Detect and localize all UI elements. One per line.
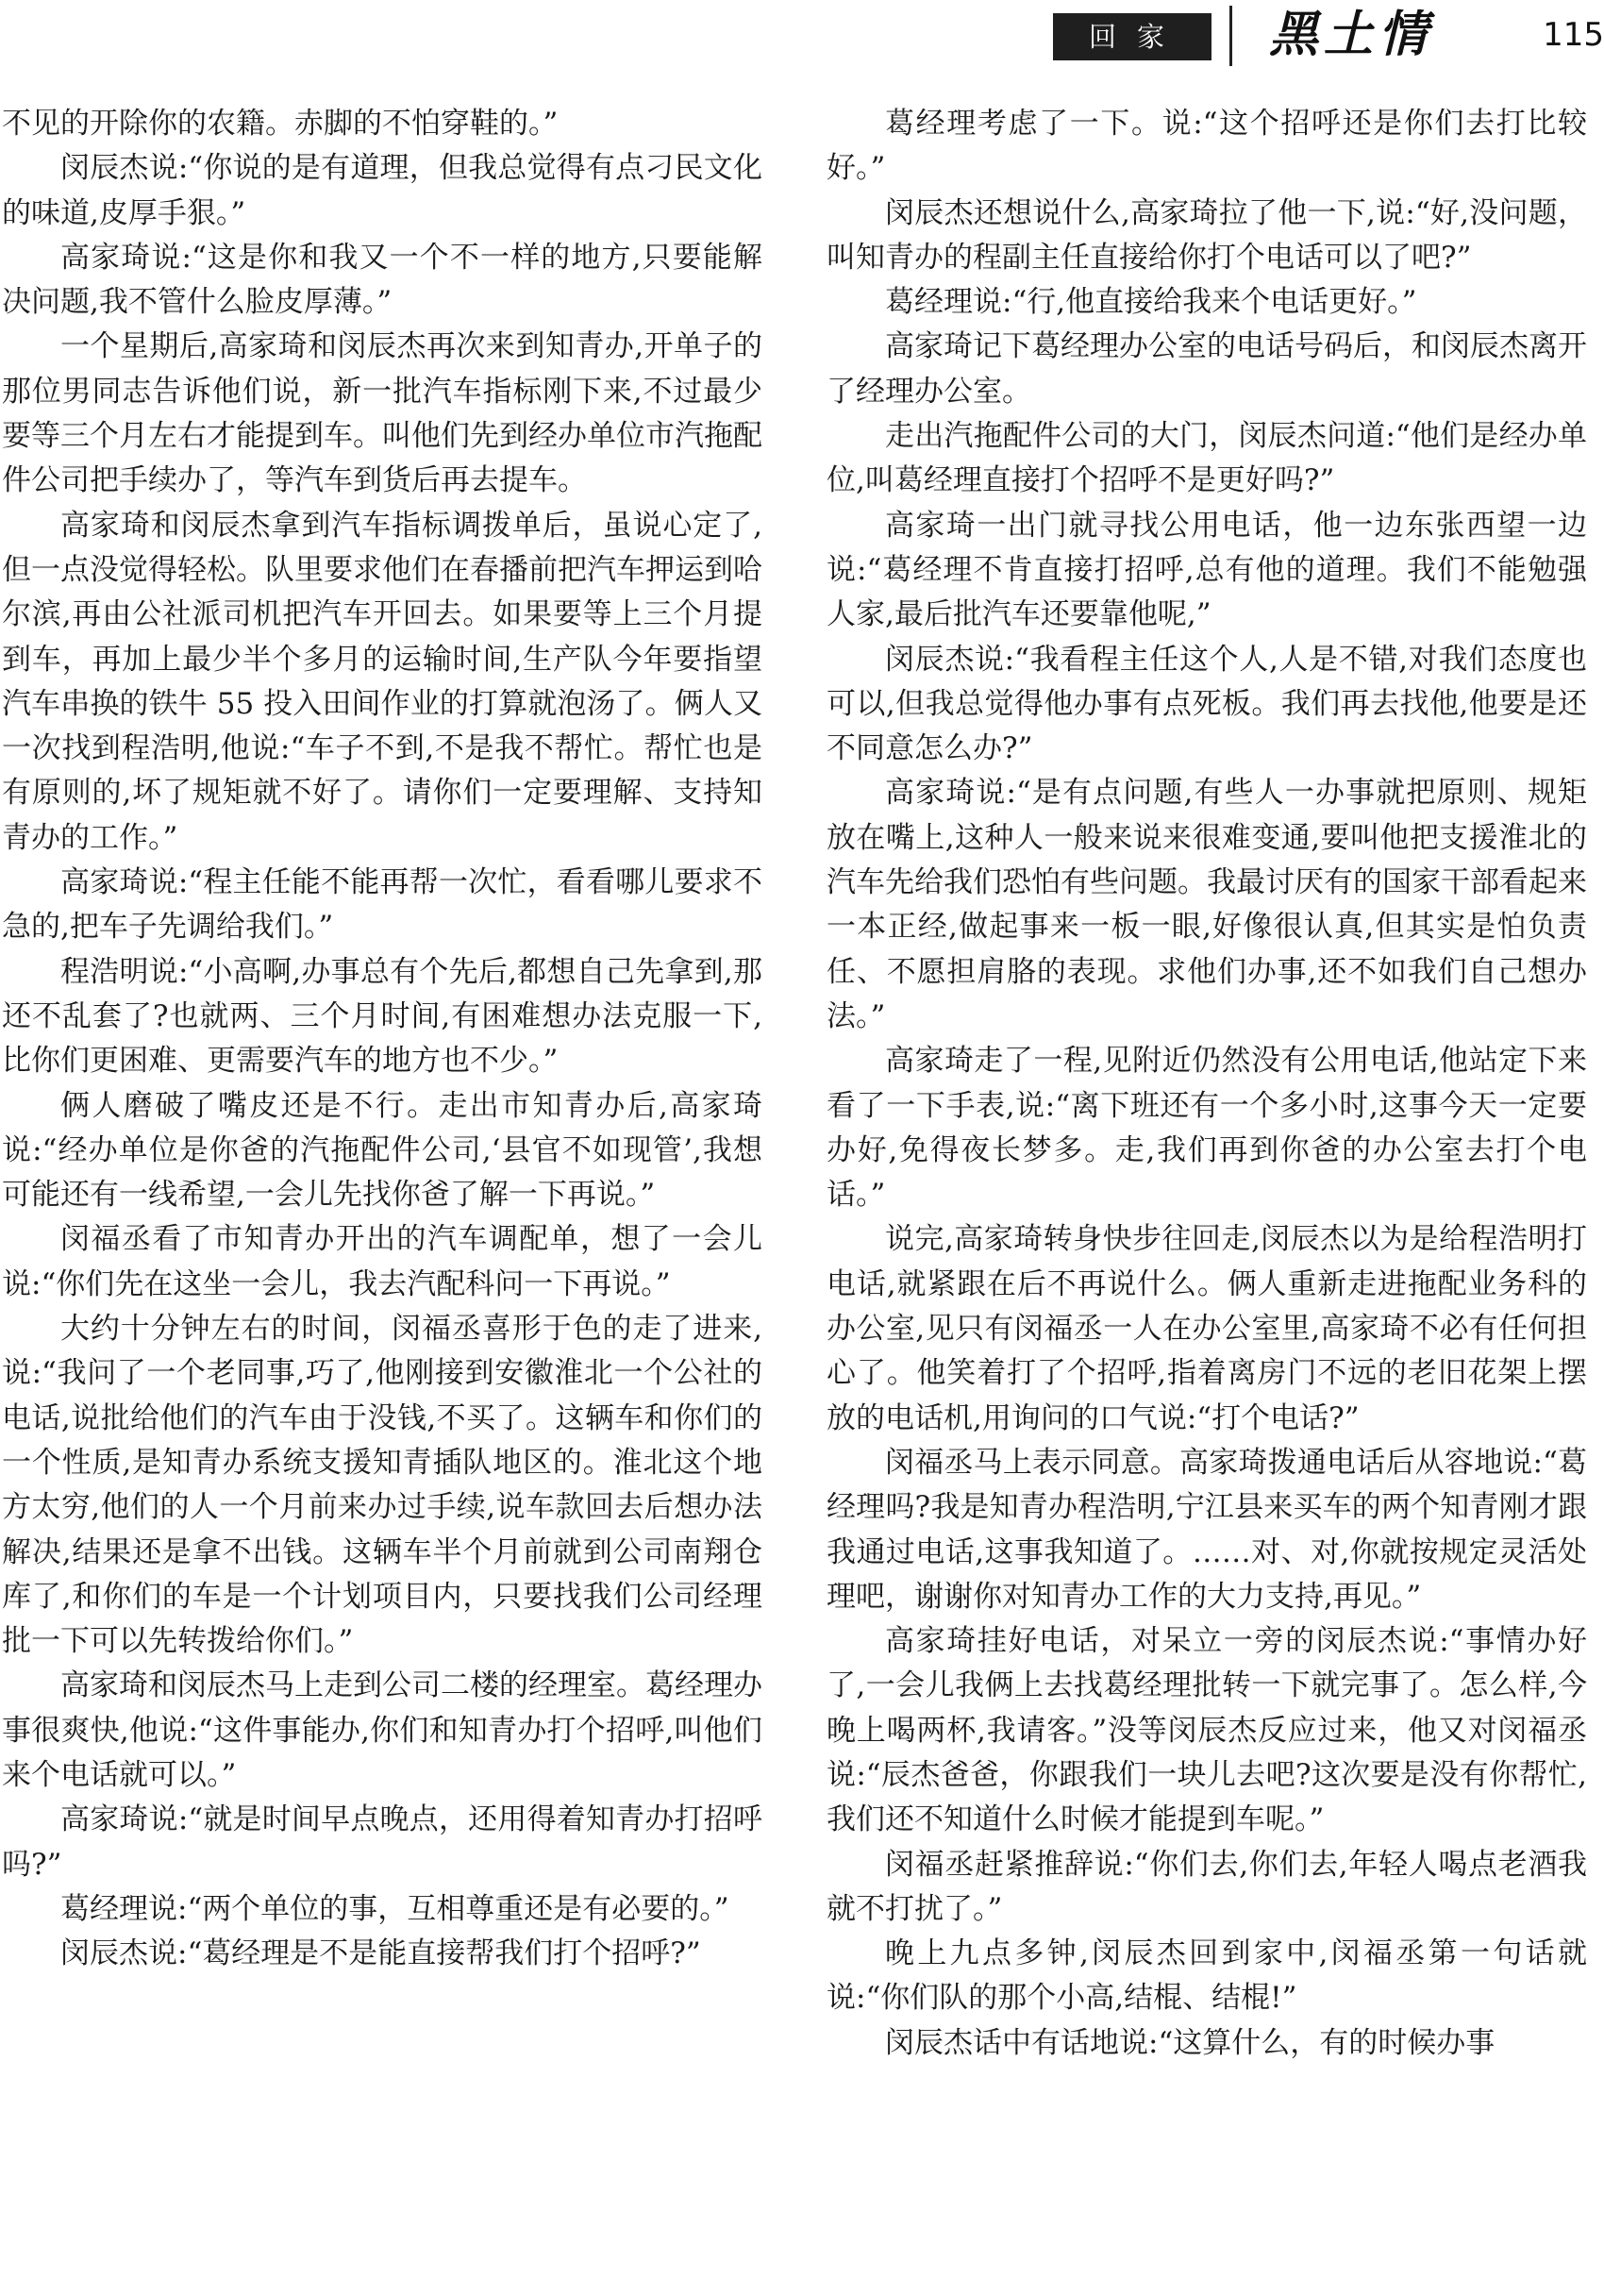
paragraph: 葛经理说:“两个单位的事，互相尊重还是有必要的。”: [60, 1891, 729, 1926]
page-header: [0, 0, 1604, 71]
paragraph: 不见的开除你的农籍。赤脚的不怕穿鞋的。”: [2, 107, 559, 141]
paragraph: 闵福丞看了市知青办开出的汽车调配单，想了一会儿说:“你们先在这坐一会儿，我去汽配科问一下再说。”: [2, 1222, 762, 1301]
paragraph: 高家琦说:“这是你和我又一个不一样的地方,只要能解决问题,我不管什么脸皮厚薄。”: [2, 240, 762, 320]
paragraph: 大约十分钟左右的时间，闵福丞喜形于色的走了进来,说:“我问了一个老同事,巧了,他刚接到安徽淮北一个公社的电话,说批给他们的汽车由于没钱,不买了。这辆车和你们的一个性质,是知青办系统支援知青插队地区的。淮北这个地方太穷,他们的人一个月前来办过手续,说车款回去后想办法解决,结果还是拿不出钱。这辆车半个月前就到公司南翔仓库了,和你们的车是一个计划项目内，只要找我们公司经理批一下可以先转拨给你们。”: [2, 1312, 762, 1659]
paragraph: 闵福丞马上表示同意。高家琦拨通电话后从容地说:“葛经理吗?我是知青办程浩明,宁江县来买车的两个知青刚才跟我通过电话,这事我知道了。……对、对,你就按规定灵活处理吧，谢谢你对知青办工作的大力支持,再见。”: [827, 1445, 1587, 1614]
header-divider: [1229, 6, 1232, 66]
page-number: 115: [1543, 16, 1604, 54]
paragraph: 高家琦和闵辰杰马上走到公司二楼的经理室。葛经理办事很爽快,他说:“这件事能办,你们和知青办打个招呼,叫他们来个电话就可以。”: [2, 1668, 762, 1792]
paragraph: 闵辰杰还想说什么,高家琦拉了他一下,说:“好,没问题，叫知青办的程副主任直接给你打个电话可以了吧?”: [827, 195, 1587, 275]
paragraph: 高家琦走了一程,见附近仍然没有公用电话,他站定下来看了一下手表,说:“离下班还有一个多小时,这事今天一定要办好,免得夜长梦多。走,我们再到你爸的办公室去打个电话。”: [827, 1044, 1587, 1213]
paragraph: 闵福丞赶紧推辞说:“你们去,你们去,年轻人喝点老酒我就不打扰了。”: [827, 1847, 1587, 1926]
paragraph: 葛经理说:“行,他直接给我来个电话更好。”: [885, 285, 1417, 320]
paragraph: 高家琦挂好电话，对呆立一旁的闵辰杰说:“事情办好了,一会儿我俩上去找葛经理批转一下就完事了。怎么样,今晚上喝两杯,我请客。”没等闵辰杰反应过来，他又对闵福丞说:“辰杰爸爸，你跟我们一块儿去吧?这次要是没有你帮忙,我们还不知道什么时候才能提到车呢。”: [827, 1624, 1587, 1837]
paragraph: 高家琦一出门就寻找公用电话，他一边东张西望一边说:“葛经理不肯直接打招呼,总有他的道理。我们不能勉强人家,最后批汽车还要靠他呢,”: [827, 508, 1587, 632]
paragraph: 说完,高家琦转身快步往回走,闵辰杰以为是给程浩明打电话,就紧跟在后不再说什么。俩人重新走进拖配业务科的办公室,见只有闵福丞一人在办公室里,高家琦不必有任何担心了。他笑着打了个招呼,指着离房门不远的老旧花架上摆放的电话机,用询问的口气说:“打个电话?”: [827, 1222, 1587, 1435]
paragraph: 葛经理考虑了一下。说:“这个招呼还是你们去打比较好。”: [827, 107, 1587, 186]
paragraph: 一个星期后,高家琦和闵辰杰再次来到知青办,开单子的那位男同志告诉他们说，新一批汽车指标刚下来,不过最少要等三个月左右才能提到车。叫他们先到经办单位市汽拖配件公司把手续办了，等汽车到货后再去提车。: [2, 329, 762, 498]
magazine-title: 黑土情: [1269, 6, 1434, 63]
paragraph: 晚上九点多钟,闵辰杰回到家中,闵福丞第一句话就说:“你们队的那个小高,结棍、结棍!”: [827, 1936, 1587, 2016]
paragraph: 高家琦说:“程主任能不能再帮一次忙，看看哪儿要求不急的,把车子先调给我们。”: [2, 865, 762, 945]
paragraph: 高家琦说:“就是时间早点晚点，还用得着知青办打招呼吗?”: [2, 1802, 762, 1882]
paragraph: 高家琦说:“是有点问题,有些人一办事就把原则、规矩放在嘴上,这种人一般来说来很难变通,要叫他把支援淮北的汽车先给我们恐怕有些问题。我最讨厌有的国家干部看起来一本正经,做起事来一板一眼,好像很认真,但其实是怕负责任、不愿担肩胳的表现。求他们办事,还不如我们自己想办法。”: [827, 776, 1587, 1033]
paragraph: 闵辰杰说:“葛经理是不是能直接帮我们打个招呼?”: [60, 1936, 701, 1971]
paragraph: 闵辰杰说:“你说的是有道理，但我总觉得有点刁民文化的味道,皮厚手狠。”: [2, 151, 762, 230]
right-text-column: [827, 102, 1587, 2066]
paragraph: 高家琦和闵辰杰拿到汽车指标调拨单后，虽说心定了,但一点没觉得轻松。队里要求他们在春播前把汽车押运到哈尔滨,再由公社派司机把汽车开回去。如果要等上三个月提到车，再加上最少半个多月的运输时间,生产队今年要指望汽车串换的铁牛 55 投入田间作业的打算就泡汤了。俩人又一次找到程浩明,他说:“车子不到,不是我不帮忙。帮忙也是有原则的,坏了规矩就不好了。请你们一定要理解、支持知青办的工作。”: [2, 508, 762, 855]
paragraph: 程浩明说:“小高啊,办事总有个先后,都想自己先拿到,那还不乱套了?也就两、三个月时间,有困难想办法克服一下,比你们更困难、更需要汽车的地方也不少。”: [2, 954, 762, 1079]
paragraph: 俩人磨破了嘴皮还是不行。走出市知青办后,高家琦说:“经办单位是你爸的汽拖配件公司,‘县官不如现管’,我想可能还有一线希望,一会儿先找你爸了解一下再说。”: [2, 1088, 762, 1213]
section-label: 回家: [1053, 13, 1211, 60]
paragraph: 闵辰杰话中有话地说:“这算什么，有的时候办事: [885, 2025, 1495, 2060]
paragraph: 闵辰杰说:“我看程主任这个人,人是不错,对我们态度也可以,但我总觉得他办事有点死板。我们再去找他,他要是还不同意怎么办?”: [827, 642, 1587, 766]
paragraph: 高家琦记下葛经理办公室的电话号码后，和闵辰杰离开了经理办公室。: [827, 329, 1587, 409]
paragraph: 走出汽拖配件公司的大门，闵辰杰问道:“他们是经办单位,叫葛经理直接打个招呼不是更好吗?”: [827, 419, 1587, 498]
left-text-column: [2, 102, 762, 1976]
